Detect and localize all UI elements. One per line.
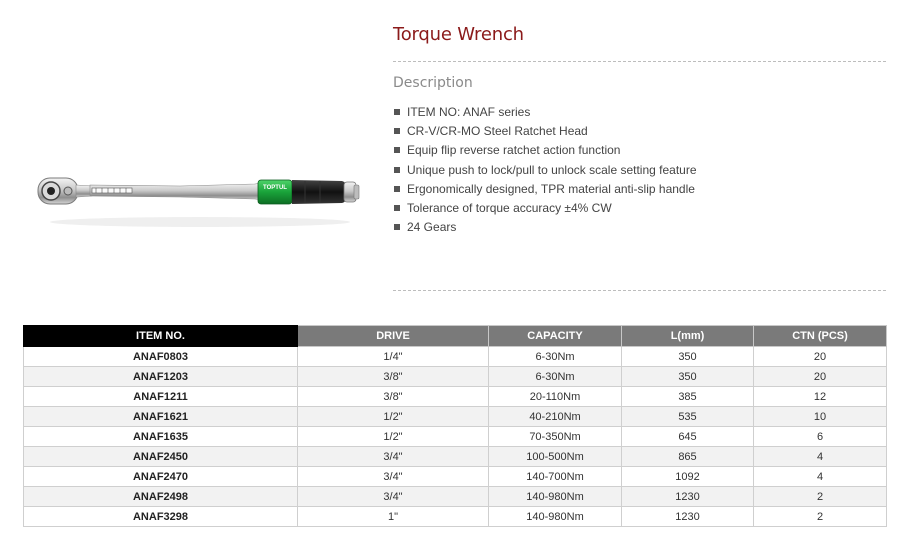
cell-ctn: 4	[754, 447, 887, 467]
cell-capacity: 40-210Nm	[489, 407, 622, 427]
square-bullet-icon	[394, 224, 400, 230]
table-row	[24, 487, 887, 507]
cell-ctn: 4	[754, 467, 887, 487]
cell-item-no: ANAF1211	[24, 387, 298, 407]
cell-item-no: ANAF2470	[24, 467, 298, 487]
cell-ctn: 2	[754, 507, 887, 527]
product-title: Torque Wrench	[393, 24, 524, 45]
cell-item-no: ANAF0803	[24, 347, 298, 367]
table-row	[24, 387, 887, 407]
header-length: L(mm)	[622, 326, 754, 347]
cell-ctn: 12	[754, 387, 887, 407]
cell-ctn: 20	[754, 367, 887, 387]
feature-text: Ergonomically designed, TPR material anti-slip handle	[407, 181, 695, 196]
cell-length: 865	[622, 447, 754, 467]
table-header-row	[24, 326, 887, 347]
description-divider	[393, 290, 886, 291]
title-divider	[393, 61, 886, 62]
header-capacity: CAPACITY	[489, 326, 622, 347]
cell-drive: 3/4"	[298, 467, 489, 487]
spec-table	[23, 325, 887, 527]
table-row	[24, 467, 887, 487]
cell-drive: 1/2"	[298, 407, 489, 427]
cell-length: 1230	[622, 507, 754, 527]
feature-item	[393, 104, 697, 123]
cell-drive: 3/4"	[298, 447, 489, 467]
square-bullet-icon	[394, 167, 400, 173]
cell-capacity: 6-30Nm	[489, 347, 622, 367]
cell-item-no: ANAF2498	[24, 487, 298, 507]
table-row	[24, 367, 887, 387]
feature-text: CR-V/CR-MO Steel Ratchet Head	[407, 124, 588, 139]
cell-length: 350	[622, 367, 754, 387]
feature-text: Equip flip reverse ratchet action function	[407, 143, 621, 158]
cell-capacity: 6-30Nm	[489, 367, 622, 387]
description-heading: Description	[393, 75, 473, 91]
cell-ctn: 2	[754, 487, 887, 507]
feature-item	[393, 219, 697, 238]
cell-length: 645	[622, 427, 754, 447]
feature-item	[393, 123, 697, 142]
feature-text: Tolerance of torque accuracy ±4% CW	[407, 200, 612, 215]
cell-ctn: 20	[754, 347, 887, 367]
cell-capacity: 140-980Nm	[489, 487, 622, 507]
cell-item-no: ANAF1635	[24, 427, 298, 447]
cell-drive: 3/4"	[298, 487, 489, 507]
cell-capacity: 140-980Nm	[489, 507, 622, 527]
cell-ctn: 10	[754, 407, 887, 427]
header-ctn: CTN (PCS)	[754, 326, 887, 347]
product-image	[30, 160, 370, 235]
cell-length: 350	[622, 347, 754, 367]
table-row	[24, 447, 887, 467]
cell-ctn: 6	[754, 427, 887, 447]
table-row	[24, 507, 887, 527]
square-bullet-icon	[394, 205, 400, 211]
cell-item-no: ANAF1203	[24, 367, 298, 387]
feature-text: ITEM NO: ANAF series	[407, 105, 531, 119]
table-row	[24, 407, 887, 427]
cell-length: 1092	[622, 467, 754, 487]
cell-length: 385	[622, 387, 754, 407]
cell-item-no: ANAF3298	[24, 507, 298, 527]
square-bullet-icon	[394, 128, 400, 134]
brand-marking: TOPTUL	[263, 185, 287, 191]
square-bullet-icon	[394, 147, 400, 153]
table-row	[24, 427, 887, 447]
cell-drive: 3/8"	[298, 367, 489, 387]
header-item-no: ITEM NO.	[24, 326, 298, 347]
feature-text: 24 Gears	[407, 220, 457, 235]
cell-capacity: 20-110Nm	[489, 387, 622, 407]
cell-drive: 1/2"	[298, 427, 489, 447]
square-bullet-icon	[394, 186, 400, 192]
cell-length: 535	[622, 407, 754, 427]
feature-text: Unique push to lock/pull to unlock scale setting feature	[407, 162, 697, 177]
cell-drive: 3/8"	[298, 387, 489, 407]
cell-capacity: 70-350Nm	[489, 427, 622, 447]
cell-item-no: ANAF2450	[24, 447, 298, 467]
cell-drive: 1"	[298, 507, 489, 527]
header-drive: DRIVE	[298, 326, 489, 347]
feature-item	[393, 142, 697, 161]
square-bullet-icon	[394, 109, 400, 115]
feature-item	[393, 162, 697, 181]
table-row	[24, 347, 887, 367]
cell-capacity: 100-500Nm	[489, 447, 622, 467]
cell-item-no: ANAF1621	[24, 407, 298, 427]
feature-list	[393, 104, 697, 238]
cell-capacity: 140-700Nm	[489, 467, 622, 487]
feature-item	[393, 181, 697, 200]
cell-length: 1230	[622, 487, 754, 507]
torque-wrench-illustration	[30, 160, 370, 235]
feature-item	[393, 200, 697, 219]
cell-drive: 1/4"	[298, 347, 489, 367]
